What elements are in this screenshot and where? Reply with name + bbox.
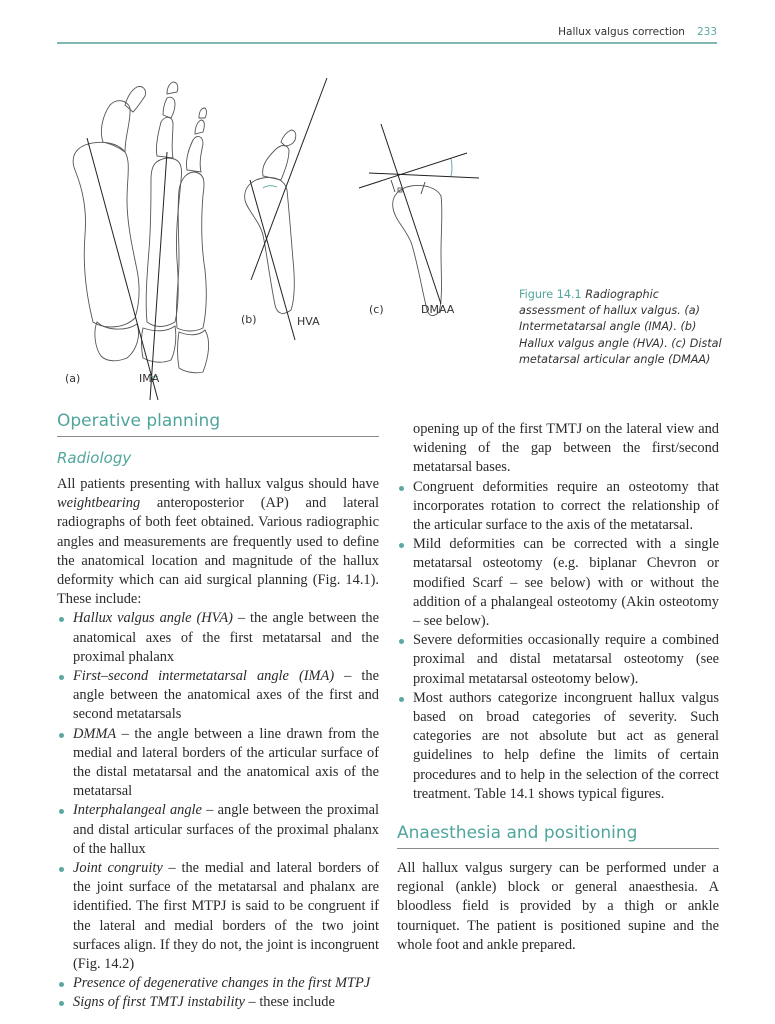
intro-text-2: anteroposterior (AP) and lateral radiographs of both feet obtained. Various radiographic angles and measurements are frequently used to define the anatomical location and magnitude of the hallux deformity which can aid surgical planning (Fig. 14.1). These include: <box>57 495 379 608</box>
definition: – the angle between the anatomical axes of the first metatarsal and the proximal phalanx <box>73 610 379 665</box>
metatarsal-dmaa-drawing <box>359 124 479 316</box>
heading-operative-planning: Operative planning <box>57 410 379 437</box>
label-hva: HVA <box>297 315 320 328</box>
list-item: Congruent deformities require an osteotomy that incorporates rotation to correct the relationship of the articular surface to the axis of the metatarsal. <box>397 478 719 536</box>
page-number: 233 <box>696 26 717 38</box>
term: Presence of degenerative changes in the first MTPJ <box>73 975 371 992</box>
definition: – angle between the proximal and distal articular surfaces of the proximal phalanx of the hallux <box>73 802 380 857</box>
term: Interphalangeal angle <box>73 802 202 819</box>
list-item <box>57 801 379 859</box>
intro-paragraph <box>57 475 379 609</box>
list-item: Most authors categorize incongruent hallux valgus based on broad categories of severity. Such categories are not absolute but act as general guidelines to help define the limits of certain procedures and to help in the selection of the correct treatment. Table 14.1 shows typical figures. <box>397 689 719 804</box>
right-column <box>397 420 719 955</box>
running-header <box>57 26 717 42</box>
list-item <box>57 667 379 725</box>
term: Signs of first TMTJ instability <box>73 994 245 1011</box>
list-item: Severe deformities occasionally require a combined proximal and distal metatarsal osteotomy (see proximal metatarsal osteotomy below). <box>397 631 719 689</box>
list-item: Mild deformities can be corrected with a single metatarsal osteotomy (e.g. biplanar Chevron or modified Scarf – see below) with or without the addition of a phalangeal osteotomy (Akin osteotomy – see below). <box>397 535 719 631</box>
running-title: Hallux valgus correction <box>558 26 685 38</box>
intro-text-1: All patients presenting with hallux valgus should have <box>57 476 379 492</box>
definition: – the angle between the anatomical axes of the first and second metatarsals <box>73 668 379 723</box>
header-rule <box>57 42 717 44</box>
list-item <box>57 725 379 802</box>
deformity-list <box>397 478 719 804</box>
list-item <box>57 993 379 1012</box>
list-item <box>57 974 379 993</box>
intro-emphasis: weightbearing <box>57 495 141 512</box>
term: DMMA <box>73 725 117 742</box>
heading-anaesthesia-positioning: Anaesthesia and positioning <box>397 822 719 849</box>
label-ima: IMA <box>139 372 160 385</box>
list-item <box>57 859 379 974</box>
term: Hallux valgus angle (HVA) <box>73 610 233 627</box>
definition: – these include <box>244 994 335 1011</box>
list-item <box>57 609 379 667</box>
figure-caption <box>519 287 724 368</box>
subheading-radiology: Radiology <box>57 449 132 467</box>
foot-ap-drawing <box>73 82 208 400</box>
left-column <box>57 410 379 1013</box>
caption-text: Radiographic assessment of hallux valgus. (a) Intermetatarsal angle (IMA). (b) Hallux valgus angle (HVA). (c) Distal metatarsal articular angle (DMAA) <box>519 288 722 366</box>
radiology-measurements-list <box>57 609 379 1012</box>
definition: – the angle between a line drawn from the medial and lateral borders of the articular surface of the distal metatarsal and the anatomical axis of the metatarsal <box>73 725 379 800</box>
anaesthesia-paragraph: All hallux valgus surgery can be performed under a regional (ankle) block or general anaesthesia. A bloodless field is provided by a thigh or ankle tourniquet. The patient is positioned supine and the whole foot and ankle prepared. <box>397 860 719 953</box>
label-c: (c) <box>369 303 384 316</box>
label-a: (a) <box>65 372 81 385</box>
label-b: (b) <box>241 313 257 326</box>
figure-number: Figure 14.1 <box>519 288 582 301</box>
definition: – the medial and lateral borders of the joint surface of the metatarsal and phalanx are identified. The first MTPJ is said to be congruent if the lateral and medial borders of the two joint surfaces align. If they do not, the joint is incongruent (Fig. 14.2) <box>73 860 379 973</box>
continued-bullet-text: opening up of the first TMTJ on the lateral view and widening of the gap between the first/second metatarsal bases. <box>413 421 719 476</box>
hallux-hva-drawing <box>245 78 327 340</box>
figure-14-1-illustration <box>55 60 525 400</box>
term: First–second intermetatarsal angle (IMA) <box>73 668 335 685</box>
label-dmaa: DMAA <box>421 303 455 316</box>
term: Joint congruity <box>73 860 163 877</box>
